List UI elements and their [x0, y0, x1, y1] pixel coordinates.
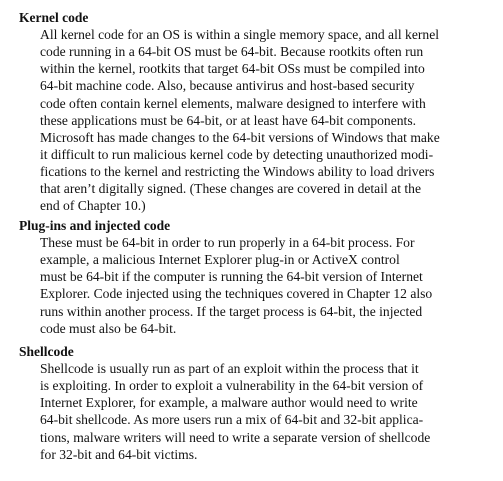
text-line: Shellcode is usually run as part of an exploit within the process that it: [40, 361, 419, 376]
text-line: These must be 64-bit in order to run properly in a 64-bit process. For: [40, 235, 415, 250]
text-line: 64-bit shellcode. As more users run a mix of 64-bit and 32-bit applica-: [40, 412, 424, 428]
text-line: it difficult to run malicious kernel code by detecting unauthorized modi-: [40, 146, 434, 162]
text-line: code must also be 64-bit.: [40, 320, 177, 336]
text-line: runs within another process. If the target process is 64-bit, the injected: [40, 303, 423, 319]
text-line: must be 64-bit if the computer is running the 64-bit version of Internet: [40, 269, 423, 285]
text-line: example, a malicious Internet Explorer plug-in or ActiveX control: [40, 252, 400, 268]
text-line: Explorer. Code injected using the techniques covered in Chapter 12 also: [40, 286, 433, 302]
text-line: 64-bit machine code. Also, because antivirus and host-based security: [40, 78, 415, 94]
section-heading: Kernel code: [19, 10, 89, 25]
text-line: All kernel code for an OS is within a single memory space, and all kernel: [40, 27, 440, 42]
text-line: code often contain kernel elements, malware designed to interfere with: [40, 95, 426, 111]
text-line: that aren’t digitally signed. (These changes are covered in detail at the: [40, 181, 421, 197]
section-body: [40, 234, 500, 337]
text-line: fications to the kernel and restricting the Windows ability to load drivers: [40, 164, 435, 180]
section-heading: Shellcode: [19, 344, 74, 359]
text-line: code running in a 64-bit OS must be 64-bit. Because rootkits often run: [40, 44, 424, 60]
text-line: within the kernel, rootkits that target 64-bit OSs must be compiled into: [40, 61, 425, 77]
section-heading: Plug-ins and injected code: [19, 218, 171, 233]
text-line: Microsoft has made changes to the 64-bit versions of Windows that make: [40, 129, 440, 145]
text-line: these applications must be 64-bit, or at least have 64-bit components.: [40, 112, 417, 128]
text-line: Internet Explorer, for example, a malware author would need to write: [40, 395, 418, 411]
section-body: [40, 360, 500, 463]
text-line: end of Chapter 10.): [40, 198, 146, 214]
text-line: for 32-bit and 64-bit victims.: [40, 446, 198, 462]
text-line: is exploiting. In order to exploit a vulnerability in the 64-bit version of: [40, 378, 424, 394]
text-line: tions, malware writers will need to write a separate version of shellcode: [40, 429, 431, 445]
section-body: [40, 26, 500, 215]
